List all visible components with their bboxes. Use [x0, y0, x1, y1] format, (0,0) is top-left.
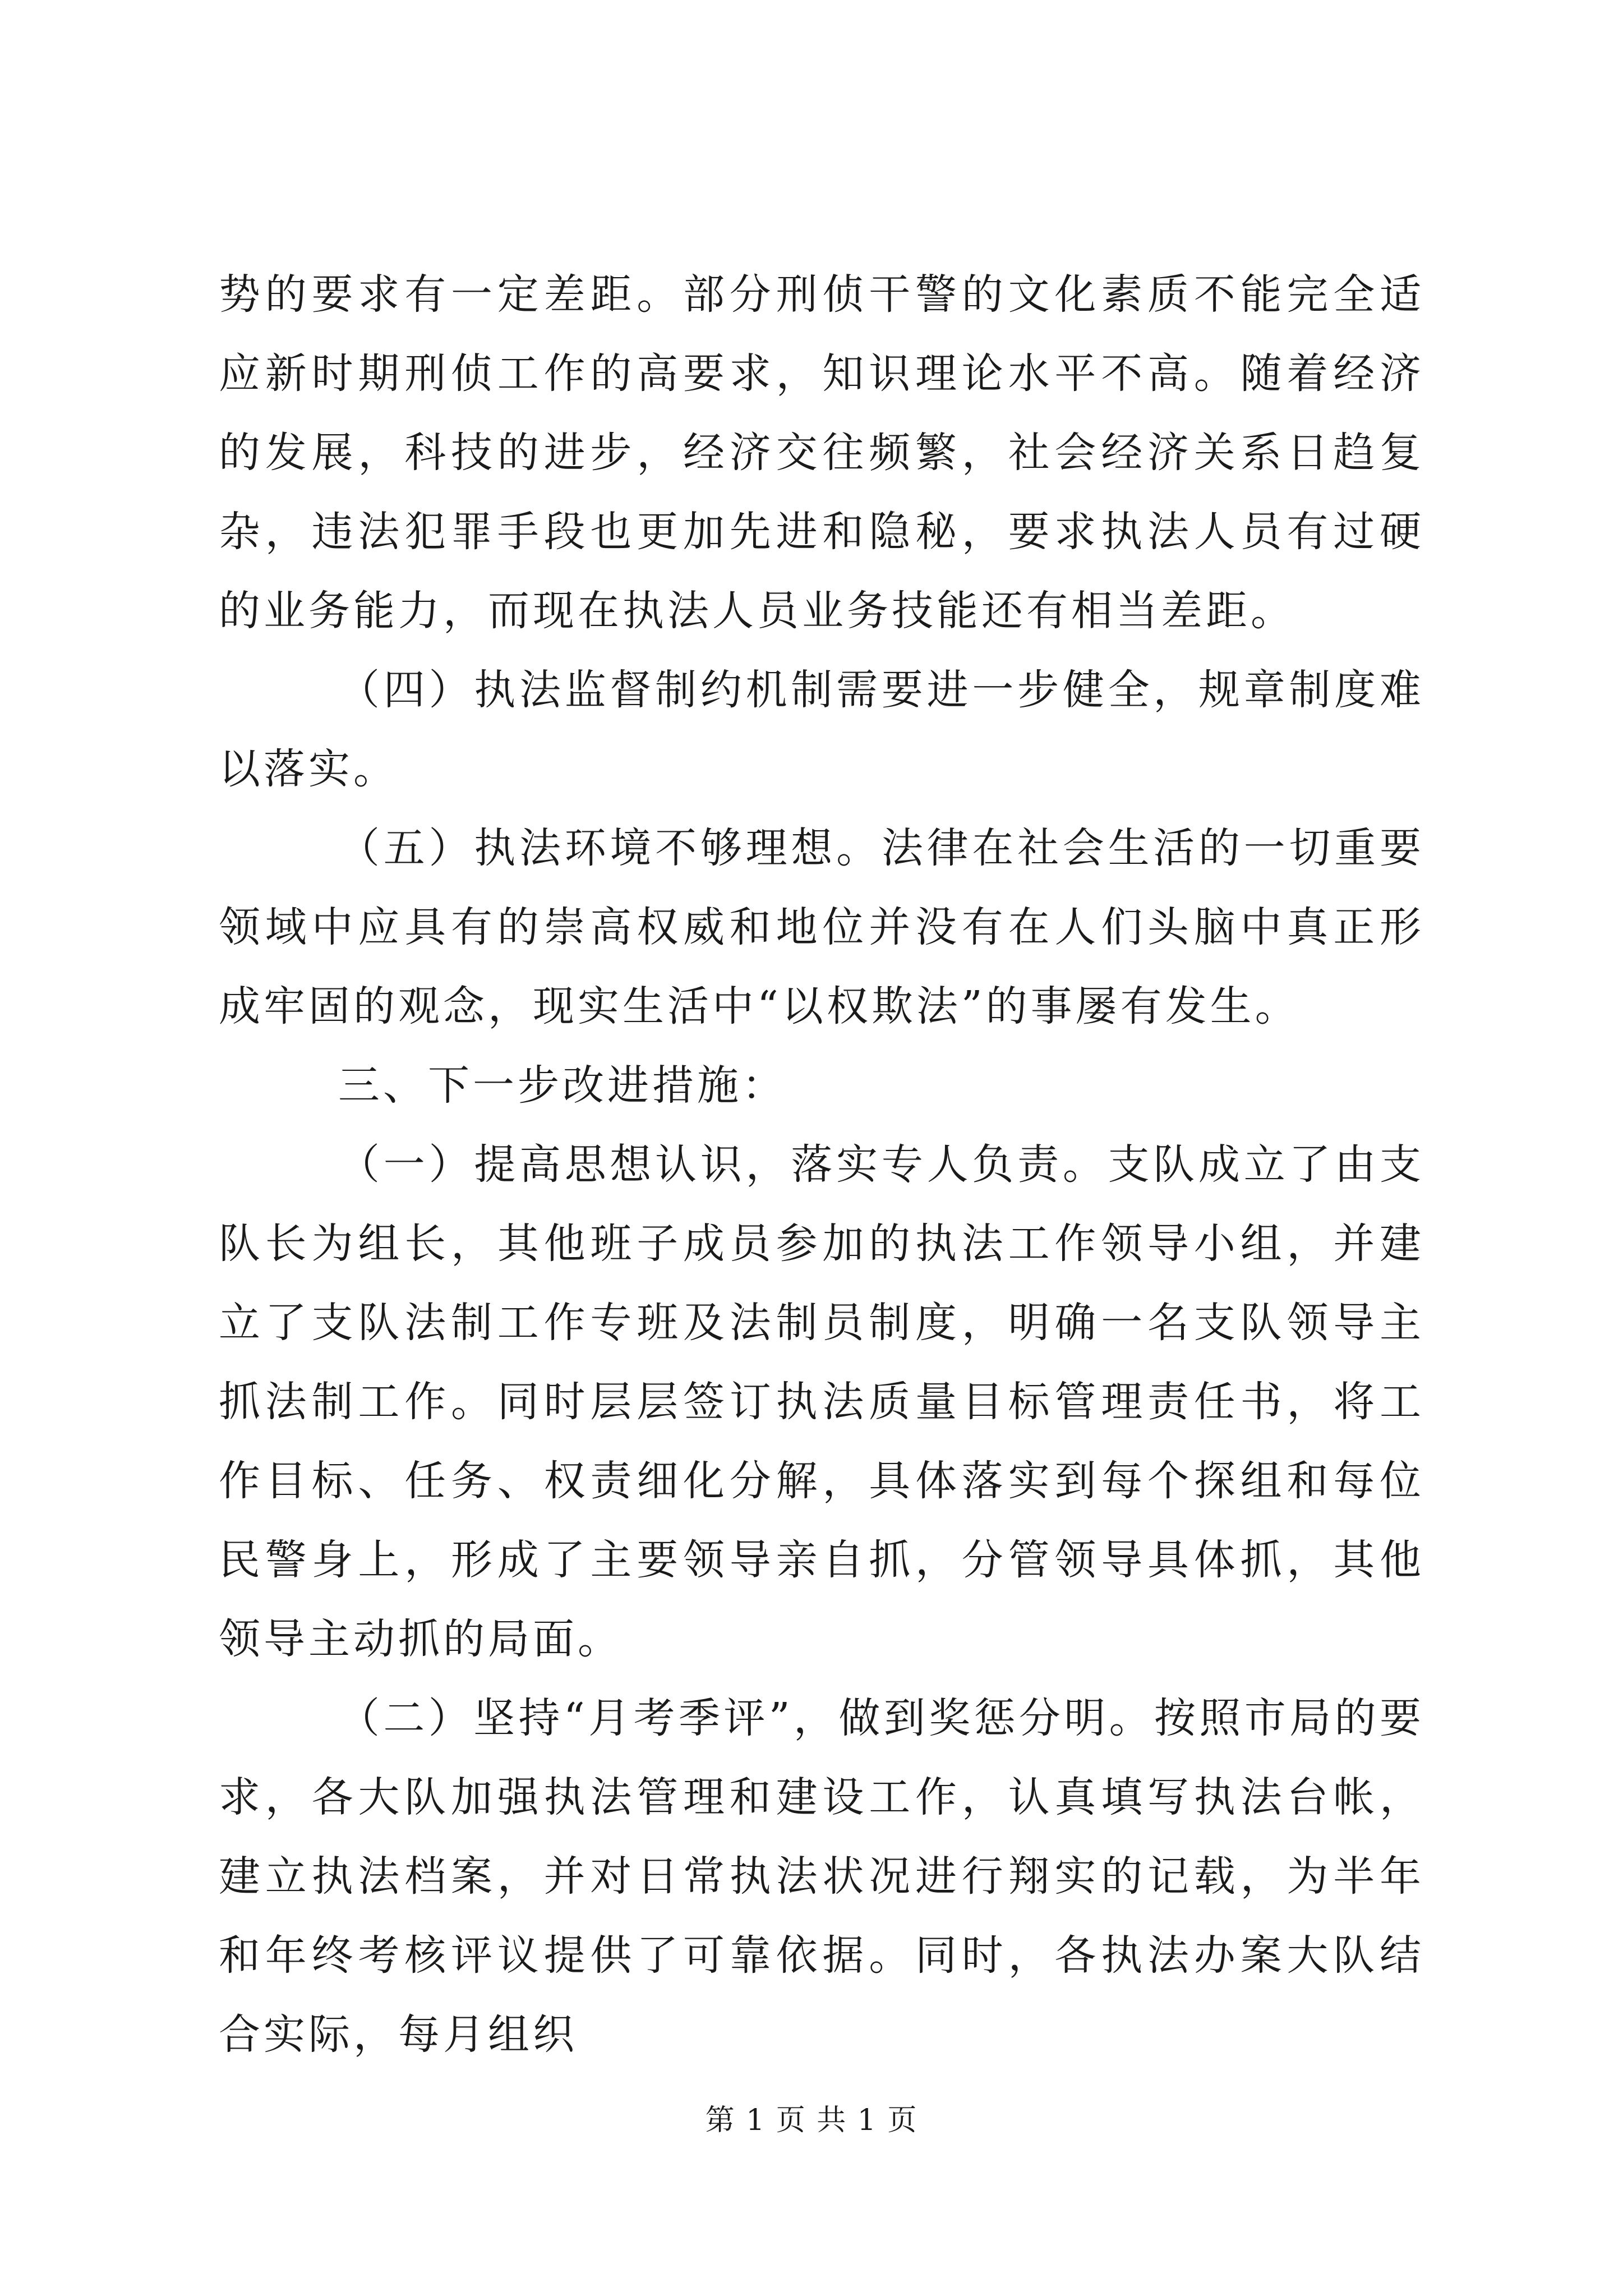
section-heading-three: 三、下一步改进措施：: [338, 1061, 787, 1110]
page-footer: 第 1 页 共 1 页: [705, 2104, 918, 2137]
paragraph-item-five: （五）执法环境不够理想。法律在社会生活的一切重要领域中应具有的崇高权威和地位并没有在人们头脑中真正形成牢固的观念，现实生活中“以权欺法”的事屡有发生。: [219, 824, 1424, 1030]
paragraph-measure-one: （一）提高思想认识，落实专人负责。支队成立了由支队长为组长，其他班子成员参加的执法工作领导小组，并建立了支队法制工作专班及法制员制度，明确一名支队领导主抓法制工作。同时层层签订执法质量目标管理责任书，将工作目标、任务、权责细化分解，具体落实到每个探组和每位民警身上，形成了主要领导亲自抓，分管领导具体抓，其他领导主动抓的局面。: [219, 1140, 1424, 1663]
document-body: [219, 255, 1424, 2074]
paragraph-item-four: （四）执法监督制约机制需要进一步健全，规章制度难以落实。: [219, 666, 1424, 793]
paragraph-continuation: 势的要求有一定差距。部分刑侦干警的文化素质不能完全适应新时期刑侦工作的高要求，知识理论水平不高。随着经济的发展，科技的进步，经济交往频繁，社会经济关系日趋复杂，违法犯罪手段也更加先进和隐秘，要求执法人员有过硬的业务能力，而现在执法人员业务技能还有相当差距。: [219, 270, 1424, 635]
paragraph-measure-two: （二）坚持“月考季评”，做到奖惩分明。按照市局的要求，各大队加强执法管理和建设工作，认真填写执法台帐，建立执法档案，并对日常执法状况进行翔实的记载，为半年和年终考核评议提供了可靠依据。同时，各执法办案大队结合实际，每月组织: [219, 1694, 1424, 2059]
